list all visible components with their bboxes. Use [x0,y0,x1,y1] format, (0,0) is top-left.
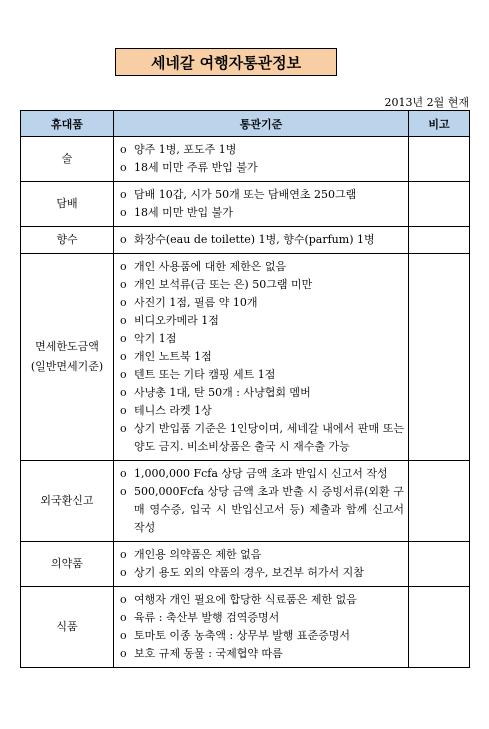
customs-table [20,110,470,668]
list-item: o 악기 1점 [120,332,177,345]
list-item: o 텐트 또는 기타 캠핑 세트 1점 [120,368,276,381]
row-remark [409,542,470,587]
list-item: o 개인 노트북 1점 [120,350,212,363]
row-criteria [114,461,409,542]
table-header-row [21,111,470,137]
row-criteria [114,542,409,587]
table-row [21,587,470,668]
row-category: 식품 [21,587,114,668]
row-criteria [114,182,409,227]
row-criteria [114,137,409,182]
table-row [21,227,470,254]
header-remark: 비고 [409,111,470,137]
list-item: o 테니스 라켓 1상 [120,404,212,417]
list-item: o 비디오카메라 1점 [120,314,219,327]
list-item: o 보호 규제 동물 : 국제협약 따름 [120,647,283,660]
list-item: o 1,000,000 Fcfa 상당 금액 초과 반입시 신고서 작성 [120,467,388,480]
row-remark [409,254,470,461]
row-category: 담배 [21,182,114,227]
row-category: 술 [21,137,114,182]
list-item: o 양주 1병, 포도주 1병 [120,143,237,156]
list-item: o 육류 : 축산부 발행 검역증명서 [120,611,280,624]
row-category: 면세한도금액 (일반면세기준) [21,254,114,461]
list-item: o 토마토 이종 농축액 : 상무부 발행 표준증명서 [120,629,350,642]
table-row [21,254,470,461]
table-row [21,461,470,542]
header-item: 휴대품 [21,111,114,137]
date-note: 2013년 2월 현재 [384,96,469,109]
row-remark [409,227,470,254]
row-criteria [114,227,409,254]
list-item: o 개인용 의약품은 제한 없음 [120,548,262,561]
row-remark [409,461,470,542]
list-item: o 18세 미만 반입 불가 [120,206,233,219]
list-item: o 개인 보석류(금 또는 은) 50그램 미만 [120,278,313,291]
page-title: 세네갈 여행자통관정보 [115,48,337,76]
list-item: o 500,000Fcfa 상당 금액 초과 반출 시 증빙서류(외환 구매 영수증, 입국 시 반입신고서 등) 제출과 함께 신고서 작성 [120,485,404,534]
list-item: o 사냥총 1대, 탄 50개 : 사냥협회 멤버 [120,386,311,399]
table-row [21,542,470,587]
row-remark [409,137,470,182]
list-item: o 상기 용도 외의 약품의 경우, 보건부 허가서 지참 [120,566,364,579]
list-item: o 18세 미만 주류 반입 불가 [120,161,258,174]
list-item: o 여행자 개인 필요에 합당한 식료품은 제한 없음 [120,593,357,606]
list-item: o 상기 반입품 기준은 1인당이며, 세네갈 내에서 판매 또는 양도 금지. 비소비상품은 출국 시 재수출 가능 [120,422,404,453]
list-item: o 담배 10갑, 시가 50개 또는 담배연초 250그램 [120,188,357,201]
row-category: 향수 [21,227,114,254]
row-category: 외국환신고 [21,461,114,542]
row-remark [409,182,470,227]
list-item: o 사진기 1점, 필름 약 10개 [120,296,258,309]
row-category: 의약품 [21,542,114,587]
row-criteria [114,587,409,668]
row-criteria [114,254,409,461]
list-item: o 화장수(eau de toilette) 1병, 향수(parfum) 1병 [120,233,375,246]
list-item: o 개인 사용품에 대한 제한은 없음 [120,260,287,273]
table-row [21,137,470,182]
header-criteria: 통관기준 [114,111,409,137]
row-remark [409,587,470,668]
table-row [21,182,470,227]
